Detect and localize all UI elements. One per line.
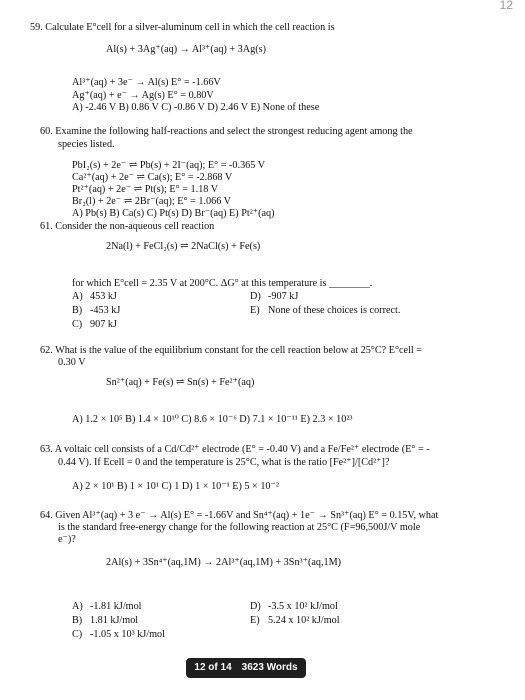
option-letter: A) <box>72 601 83 612</box>
q61-prompt: 61. Consider the non-aqueous cell reaction <box>40 221 215 232</box>
q62-options: A) 1.2 × 10⁵ B) 1.4 × 10¹⁰ C) 8.6 × 10⁻⁶ D) 7.1 × 10⁻¹¹ E) 2.3 × 10²³ <box>72 414 353 425</box>
option-text <box>268 319 418 332</box>
option-text: 907 kJ <box>90 318 117 330</box>
page-count: 12 of 14 <box>194 661 232 673</box>
q60-prompt-cont: species listed. <box>58 139 115 150</box>
q63-prompt: 63. A voltaic cell consists of a Cd/Cd²⁺ electrode (E° = -0.40 V) and a Fe/Fe²⁺ electrode (E° = - <box>40 444 430 455</box>
option-letter: D) <box>250 601 261 612</box>
q59-half-reaction-1: Al³⁺(aq) + 3e⁻ → Al(s) E° = -1.66V <box>72 77 221 88</box>
option-letter <box>250 319 268 332</box>
q64-reaction: 2Al(s) + 3Sn⁴⁺(aq,1M) → 2Al³⁺(aq,1M) + 3Sn³⁺(aq,1M) <box>106 557 342 568</box>
q60-reaction-1: PbI₂(s) + 2e⁻ ⇌ Pb(s) + 2I⁻(aq); E° = -0.365 V <box>72 160 266 171</box>
q64-prompt-cont: is the standard free-energy change for the following reaction at 25°C (F=96,500J/V mole <box>58 522 421 533</box>
q60-reaction-2: Ca²⁺(aq) + 2e⁻ ⇌ Ca(s); E° = -2.868 V <box>72 172 233 183</box>
option-letter <box>250 629 268 642</box>
q59-options: A) -2.46 V B) 0.86 V C) -0.86 V D) 2.46 V E) None of these <box>72 102 320 113</box>
page-corner-number: 12 <box>499 0 513 12</box>
option-letter: C) <box>72 628 83 640</box>
option-text: 5.24 x 10² kJ/mol <box>268 614 340 626</box>
q61-reaction: 2Na(l) + FeCl₂(s) ⇌ 2NaCl(s) + Fe(s) <box>106 241 261 252</box>
q60-prompt: 60. Examine the following half-reactions and select the strongest reducing agent among the <box>40 126 413 137</box>
option-letter: E) <box>250 304 260 316</box>
q62-prompt: 62. What is the value of the equilibrium constant for the cell reaction below at 25°C? E°cell = <box>40 345 423 356</box>
option-text: -1.05 x 10³ kJ/mol <box>90 628 165 640</box>
option-letter: B) <box>72 614 83 626</box>
option-letter: D) <box>250 291 261 302</box>
option-text: 1.81 kJ/mol <box>90 614 139 626</box>
q61-question: for which E°cell = 2.35 V at 200°C. ΔG° at this temperature is ________. <box>72 278 373 289</box>
option-text: -1.81 kJ/mol <box>90 601 142 612</box>
option-text: -3.5 x 10² kJ/mol <box>268 601 338 612</box>
option-letter: C) <box>72 318 83 330</box>
option-text: -907 kJ <box>268 291 299 302</box>
q64-prompt-end: e⁻)? <box>58 534 76 545</box>
q61-options <box>72 291 418 331</box>
option-text <box>268 629 418 642</box>
q59-half-reaction-2: Ag⁺(aq) + e⁻ → Ag(s) E° = 0.80V <box>72 90 214 101</box>
q59-reaction: Al(s) + 3Ag⁺(aq) → Al³⁺(aq) + 3Ag(s) <box>106 44 266 55</box>
option-letter: E) <box>250 614 260 626</box>
q60-options: A) Pb(s) B) Ca(s) C) Pt(s) D) Br⁻(aq) E) Pt²⁺(aq) <box>72 208 275 219</box>
q63-prompt-cont: 0.44 V). If Ecell = 0 and the temperature is 25°C, what is the ratio [Fe²⁺]/[Cd²⁺]? <box>58 457 390 468</box>
q62-reaction: Sn²⁺(aq) + Fe(s) ⇌ Sn(s) + Fe²⁺(aq) <box>106 377 255 388</box>
q63-options: A) 2 × 10¹ B) 1 × 10¹ C) 1 D) 1 × 10⁻¹ E) 5 × 10⁻² <box>72 481 279 492</box>
option-text: 453 kJ <box>90 291 117 302</box>
word-count: 3623 Words <box>241 661 298 673</box>
q64-options <box>72 601 418 641</box>
q59-prompt: 59. Calculate E°cell for a silver-aluminum cell in which the cell reaction is <box>30 22 335 33</box>
option-letter: B) <box>72 304 83 316</box>
option-text: None of these choices is correct. <box>268 304 401 316</box>
q60-reaction-4: Br₂(l) + 2e⁻ ⇌ 2Br⁻(aq); E° = 1.066 V <box>72 196 232 207</box>
q64-prompt: 64. Given Al³⁺(aq) + 3 e⁻ → Al(s) E° = -1.66V and Sn⁴⁺(aq) + 1e⁻ → Sn³⁺(aq) E° = 0.15V, what <box>40 510 439 521</box>
option-text: -453 kJ <box>90 304 121 316</box>
q60-reaction-3: Pt²⁺(aq) + 2e⁻ ⇌ Pt(s); E° = 1.18 V <box>72 184 219 195</box>
q62-prompt-cont: 0.30 V <box>58 357 86 368</box>
option-letter: A) <box>72 291 83 302</box>
page-word-count-badge <box>186 658 306 678</box>
